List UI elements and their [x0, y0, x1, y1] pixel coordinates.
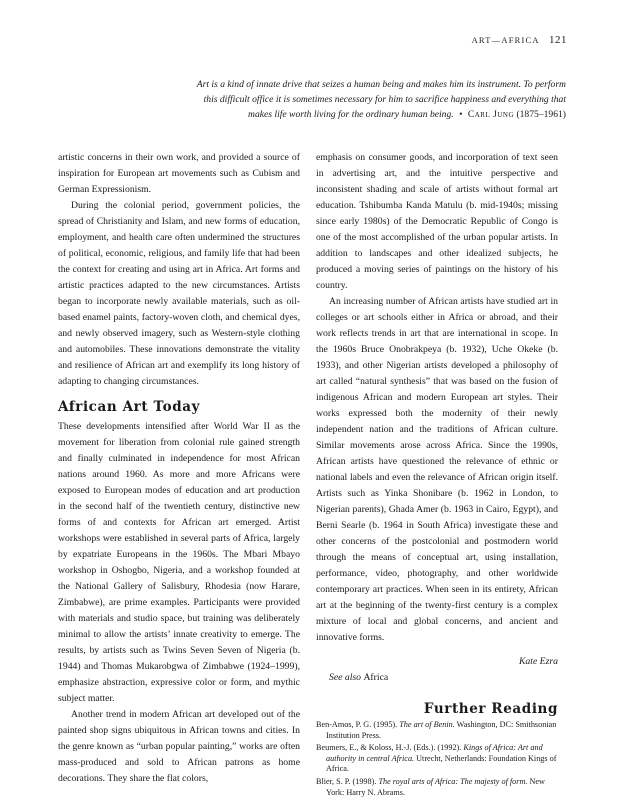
reference-author: Blier, S. P. (1998).	[316, 776, 379, 786]
reference-publisher: New York: Harry N. Abrams.	[326, 776, 545, 797]
body-paragraph: artistic concerns in their own work, and provided a source of inspiration for European art movements such as Cubism and German Expressionism.	[58, 152, 300, 195]
see-also	[316, 670, 558, 686]
section-heading-african-art-today: African Art Today	[58, 399, 201, 415]
right-column	[316, 150, 558, 800]
reference-item	[316, 743, 558, 775]
body-paragraph: emphasis on consumer goods, and incorporation of text seen in advertising art, and the intuitive perspective and inconsistent shading and scale of artists without formal art education. Tshibumba Kanda Matulu (b. mid-1940s; missing since early 1980s) of the Democratic Republic of Congo is one of the most accomplished of the urban popular artists. In addition to landscapes and other idealized subjects, he produced a moving series of paintings on the history of his country.	[316, 152, 558, 291]
epigraph	[130, 77, 566, 122]
section-heading-further-reading: Further Reading	[423, 701, 558, 717]
epigraph-dates: (1875–1961)	[516, 109, 566, 120]
reference-title: Kings of Africa: Art and authority in central Africa.	[326, 743, 543, 763]
reference-author: Ben-Amos, P. G. (1995).	[316, 720, 400, 729]
epigraph-bullet: •	[459, 109, 463, 120]
body-paragraph: These developments intensified after World War II as the movement for liberation from colonial rule gained strength and finally culminated in independence for most African nations around 1960. As more and more Africans were exposed to European modes of education and art production in the second half of the twentieth century, distinctive new forms of and contexts for African art emerged. Artist workshops were established in several parts of Africa, largely by expatriate Europeans in the 1960s. The Mbari Mbayo workshop in Oshogbo, Nigeria, and a workshop founded at the National Gallery of Salisbury, Rhodesia (now Harare, Zimbabwe), are prime examples. Participants were provided with materials and studio space, but training was deliberately minimal to allow the artists’ innate creativity to emerge. The results, by artists such as Twins Seven Seven of Nigeria (b. 1944) and Thomas Mukarobgwa of Zimbabwe (1924–1999), emphasize abstraction, expressive color or form, and mythic subject matter.	[58, 421, 300, 704]
body-paragraph: During the colonial period, government policies, the spread of Christianity and Islam, and new forms of education, employment, and health care often undermined the structures of political, economic, religious, and family life that had been the context for creating and using art in Africa. Art forms and artistic practices adapted to the new circumstances. Artists began to incorporate newly available materials, such as oil-based enamel paints, factory-woven cloth, and chemical dyes, and newly observed imagery, such as Western-style clothing and automobiles. These innovations demonstrate the vitality and resilience of African art and exemplify its long history of adapting to changing circumstances.	[58, 200, 300, 387]
reference-title: The royal arts of Africa: The majesty of form.	[378, 776, 528, 786]
reference-publisher: Utrecht, Netherlands: Foundation Kings of Africa.	[326, 753, 557, 774]
reference-publisher: Washington, DC: Smithsonian Institution Press.	[326, 720, 557, 740]
running-head-label: ART—AFRICA	[471, 35, 540, 45]
author-signature: Kate Ezra	[518, 656, 558, 667]
reference-item	[316, 777, 558, 798]
epigraph-line: Art is a kind of innate drive that seizes a human being and makes him its instrument. To perform	[196, 79, 566, 90]
body-paragraph: An increasing number of African artists have studied art in colleges or art schools either in Africa or abroad, and their work reflects trends in art that are international in scope. In the 1960s Bruce Onobrakpeya (b. 1932), Uche Okeke (b. 1933), and other Nigerian artists developed a philosophy of art called “natural synthesis” that was based on the fusion of indigenous African and modern European art styles. Their works expressed both the modernity of their newly independent nation and the traditions of African culture. Similar movements arose across Africa. Since the 1990s, African artists have questioned the relevance of ethnic or national labels and even the relevance of African origin itself. Artists such as Yinka Shonibare (b. 1962 in London, to Nigerian parents), Ghada Amer (b. 1963 in Cairo, Egypt), and Berni Searle (b. 1964 in South Africa) investigate these and other concerns of the postcolonial and postmodern world through the means of conceptual art, using installation, performance, video, photography, and other worldwide contemporary art practices. When seen in its entirety, African art at the beginning of the twenty-first century is a complex mixture of local and global concerns, and ancient and innovative forms.	[316, 296, 558, 643]
reference-item	[316, 720, 558, 741]
page-number: 121	[549, 34, 567, 46]
left-column	[58, 150, 300, 787]
body-paragraph: Another trend in modern African art developed out of the painted shop signs ubiquitous in African towns and cities. In the genre known as “urban popular painting,” works are often mass-produced and sold to African patrons as home decorations. They share the flat colors,	[58, 709, 300, 784]
reference-author: Beumers, E., & Koloss, H.-J. (Eds.). (1992).	[316, 743, 464, 753]
reference-title: The art of Benin.	[399, 720, 455, 729]
see-also-link[interactable]: Africa	[363, 672, 389, 683]
see-also-label: See also	[329, 672, 362, 683]
reference-list	[316, 720, 558, 798]
epigraph-line: this difficult office it is sometimes necessary for him to sacrifice happiness and everything that	[203, 94, 566, 105]
epigraph-author: Carl Jung	[467, 109, 515, 120]
epigraph-line: makes life worth living for the ordinary human being.	[248, 109, 454, 120]
running-head	[472, 34, 567, 46]
